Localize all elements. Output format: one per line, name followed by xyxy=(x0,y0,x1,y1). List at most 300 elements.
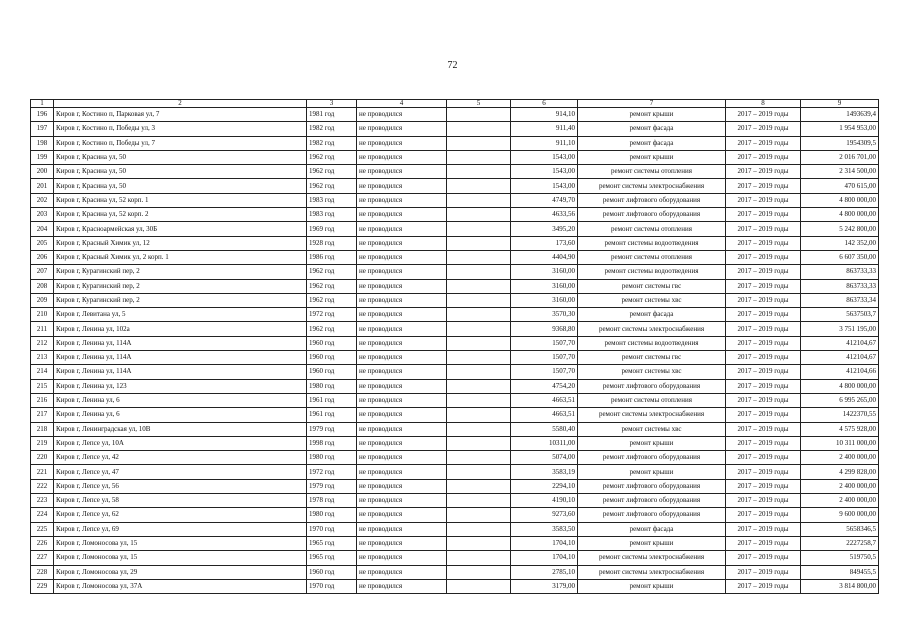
work-type-cell: ремонт системы отопления xyxy=(578,393,726,407)
area-cell: 3495,20 xyxy=(511,222,578,236)
work-type-cell: ремонт системы отопления xyxy=(578,165,726,179)
overhaul-status-cell: не проводился xyxy=(357,108,447,122)
address-cell: Киров г, Курагинский пер, 2 xyxy=(54,279,307,293)
period-cell: 2017 – 2019 годы xyxy=(726,193,801,207)
period-cell: 2017 – 2019 годы xyxy=(726,122,801,136)
area-cell: 1704,10 xyxy=(511,551,578,565)
row-index: 217 xyxy=(31,408,54,422)
year-built-cell: 1972 год xyxy=(307,308,357,322)
work-type-cell: ремонт крыши xyxy=(578,150,726,164)
work-type-cell: ремонт системы электроснабжения xyxy=(578,408,726,422)
table-row xyxy=(31,322,879,336)
year-built-cell: 1979 год xyxy=(307,422,357,436)
table-body xyxy=(31,100,879,594)
work-type-cell: ремонт лифтового оборудования xyxy=(578,494,726,508)
overhaul-status-cell: не проводился xyxy=(357,379,447,393)
work-type-cell: ремонт системы электроснабжения xyxy=(578,179,726,193)
cost-cell: 142 352,00 xyxy=(801,236,879,250)
table-row xyxy=(31,379,879,393)
area-cell: 1507,70 xyxy=(511,336,578,350)
address-cell: Киров г, Левитана ул, 5 xyxy=(54,308,307,322)
year-built-cell: 1969 год xyxy=(307,222,357,236)
area-cell: 1507,70 xyxy=(511,351,578,365)
area-cell: 914,10 xyxy=(511,108,578,122)
row-index: 205 xyxy=(31,236,54,250)
overhaul-status-cell: не проводился xyxy=(357,136,447,150)
area-cell: 3583,19 xyxy=(511,465,578,479)
empty-cell xyxy=(447,393,511,407)
cost-cell: 2227258,7 xyxy=(801,536,879,550)
address-cell: Киров г, Ломоносова ул, 15 xyxy=(54,536,307,550)
row-index: 224 xyxy=(31,508,54,522)
empty-cell xyxy=(447,250,511,264)
address-cell: Киров г, Ленинградская ул, 10В xyxy=(54,422,307,436)
area-cell: 1543,00 xyxy=(511,150,578,164)
period-cell: 2017 – 2019 годы xyxy=(726,465,801,479)
overhaul-status-cell: не проводился xyxy=(357,165,447,179)
address-cell: Киров г, Курагинский пер, 2 xyxy=(54,265,307,279)
overhaul-status-cell: не проводился xyxy=(357,479,447,493)
empty-cell xyxy=(447,551,511,565)
row-index: 202 xyxy=(31,193,54,207)
table-row xyxy=(31,179,879,193)
empty-cell xyxy=(447,208,511,222)
overhaul-status-cell: не проводился xyxy=(357,293,447,307)
work-type-cell: ремонт фасада xyxy=(578,522,726,536)
empty-cell xyxy=(447,422,511,436)
address-cell: Киров г, Лепсе ул, 69 xyxy=(54,522,307,536)
empty-cell xyxy=(447,193,511,207)
empty-cell xyxy=(447,365,511,379)
area-cell: 3160,00 xyxy=(511,265,578,279)
year-built-cell: 1960 год xyxy=(307,336,357,350)
year-built-cell: 1980 год xyxy=(307,379,357,393)
address-cell: Киров г, Красина ул, 50 xyxy=(54,165,307,179)
work-type-cell: ремонт крыши xyxy=(578,465,726,479)
work-type-cell: ремонт фасада xyxy=(578,136,726,150)
address-cell: Киров г, Красина ул, 50 xyxy=(54,179,307,193)
table-row xyxy=(31,479,879,493)
work-type-cell: ремонт системы гвс xyxy=(578,351,726,365)
period-cell: 2017 – 2019 годы xyxy=(726,522,801,536)
cost-cell: 5658346,5 xyxy=(801,522,879,536)
period-cell: 2017 – 2019 годы xyxy=(726,222,801,236)
cost-cell: 1954309,5 xyxy=(801,136,879,150)
row-index: 207 xyxy=(31,265,54,279)
year-built-cell: 1962 год xyxy=(307,322,357,336)
cost-cell: 4 800 000,00 xyxy=(801,379,879,393)
row-index: 197 xyxy=(31,122,54,136)
cost-cell: 863733,33 xyxy=(801,279,879,293)
period-cell: 2017 – 2019 годы xyxy=(726,451,801,465)
year-built-cell: 1961 год xyxy=(307,393,357,407)
year-built-cell: 1965 год xyxy=(307,551,357,565)
overhaul-status-cell: не проводился xyxy=(357,393,447,407)
cost-cell: 412104,67 xyxy=(801,351,879,365)
address-cell: Киров г, Лепсе ул, 47 xyxy=(54,465,307,479)
empty-cell xyxy=(447,465,511,479)
table-row xyxy=(31,436,879,450)
address-cell: Киров г, Ленина ул, 6 xyxy=(54,408,307,422)
work-type-cell: ремонт системы электроснабжения xyxy=(578,565,726,579)
period-cell: 2017 – 2019 годы xyxy=(726,236,801,250)
empty-cell xyxy=(447,451,511,465)
cost-cell: 412104,66 xyxy=(801,365,879,379)
overhaul-status-cell: не проводился xyxy=(357,508,447,522)
column-number: 4 xyxy=(357,100,447,108)
table-row xyxy=(31,351,879,365)
row-index: 211 xyxy=(31,322,54,336)
year-built-cell: 1965 год xyxy=(307,536,357,550)
column-number: 5 xyxy=(447,100,511,108)
address-cell: Киров г, Лепсе ул, 62 xyxy=(54,508,307,522)
empty-cell xyxy=(447,508,511,522)
work-type-cell: ремонт системы хвс xyxy=(578,422,726,436)
year-built-cell: 1962 год xyxy=(307,150,357,164)
period-cell: 2017 – 2019 годы xyxy=(726,136,801,150)
cost-cell: 5 242 800,00 xyxy=(801,222,879,236)
overhaul-status-cell: не проводился xyxy=(357,322,447,336)
overhaul-status-cell: не проводился xyxy=(357,122,447,136)
table-row xyxy=(31,165,879,179)
column-number-row xyxy=(31,100,879,108)
empty-cell xyxy=(447,565,511,579)
row-index: 223 xyxy=(31,494,54,508)
period-cell: 2017 – 2019 годы xyxy=(726,408,801,422)
empty-cell xyxy=(447,479,511,493)
cost-cell: 4 800 000,00 xyxy=(801,208,879,222)
address-cell: Киров г, Лепсе ул, 42 xyxy=(54,451,307,465)
empty-cell xyxy=(447,136,511,150)
cost-cell: 5637503,7 xyxy=(801,308,879,322)
cost-cell: 863733,34 xyxy=(801,293,879,307)
cost-cell: 2 400 000,00 xyxy=(801,451,879,465)
work-type-cell: ремонт крыши xyxy=(578,108,726,122)
period-cell: 2017 – 2019 годы xyxy=(726,279,801,293)
period-cell: 2017 – 2019 годы xyxy=(726,436,801,450)
cost-cell: 4 575 928,00 xyxy=(801,422,879,436)
row-index: 216 xyxy=(31,393,54,407)
year-built-cell: 1982 год xyxy=(307,122,357,136)
address-cell: Киров г, Костино п, Победы ул, 3 xyxy=(54,122,307,136)
area-cell: 4749,70 xyxy=(511,193,578,207)
year-built-cell: 1982 год xyxy=(307,136,357,150)
cost-cell: 3 814 800,00 xyxy=(801,579,879,593)
year-built-cell: 1962 год xyxy=(307,165,357,179)
empty-cell xyxy=(447,494,511,508)
period-cell: 2017 – 2019 годы xyxy=(726,293,801,307)
work-type-cell: ремонт лифтового оборудования xyxy=(578,508,726,522)
address-cell: Киров г, Ломоносова ул, 37А xyxy=(54,579,307,593)
work-type-cell: ремонт лифтового оборудования xyxy=(578,193,726,207)
row-index: 200 xyxy=(31,165,54,179)
year-built-cell: 1980 год xyxy=(307,508,357,522)
period-cell: 2017 – 2019 годы xyxy=(726,393,801,407)
year-built-cell: 1986 год xyxy=(307,250,357,264)
cost-cell: 4 299 828,00 xyxy=(801,465,879,479)
empty-cell xyxy=(447,522,511,536)
work-type-cell: ремонт крыши xyxy=(578,579,726,593)
row-index: 196 xyxy=(31,108,54,122)
address-cell: Киров г, Ленина ул, 102а xyxy=(54,322,307,336)
address-cell: Киров г, Лепсе ул, 10А xyxy=(54,436,307,450)
table-row xyxy=(31,308,879,322)
area-cell: 5580,40 xyxy=(511,422,578,436)
table-row xyxy=(31,408,879,422)
column-number: 7 xyxy=(578,100,726,108)
row-index: 218 xyxy=(31,422,54,436)
period-cell: 2017 – 2019 годы xyxy=(726,579,801,593)
work-type-cell: ремонт системы отопления xyxy=(578,222,726,236)
row-index: 227 xyxy=(31,551,54,565)
period-cell: 2017 – 2019 годы xyxy=(726,308,801,322)
table-row xyxy=(31,208,879,222)
period-cell: 2017 – 2019 годы xyxy=(726,508,801,522)
table-row xyxy=(31,250,879,264)
work-type-cell: ремонт лифтового оборудования xyxy=(578,451,726,465)
area-cell: 3583,50 xyxy=(511,522,578,536)
empty-cell xyxy=(447,165,511,179)
page-number: 72 xyxy=(447,60,458,71)
address-cell: Киров г, Ленина ул, 6 xyxy=(54,393,307,407)
address-cell: Киров г, Красный Химик ул, 2 корп. 1 xyxy=(54,250,307,264)
column-number: 1 xyxy=(31,100,54,108)
address-cell: Киров г, Ленина ул, 114А xyxy=(54,351,307,365)
year-built-cell: 1960 год xyxy=(307,565,357,579)
empty-cell xyxy=(447,322,511,336)
area-cell: 10311,00 xyxy=(511,436,578,450)
cost-cell: 6 995 265,00 xyxy=(801,393,879,407)
empty-cell xyxy=(447,122,511,136)
cost-cell: 470 615,00 xyxy=(801,179,879,193)
address-cell: Киров г, Костино п, Победы ул, 7 xyxy=(54,136,307,150)
overhaul-status-cell: не проводился xyxy=(357,494,447,508)
year-built-cell: 1978 год xyxy=(307,494,357,508)
empty-cell xyxy=(447,293,511,307)
work-type-cell: ремонт системы водоотведения xyxy=(578,236,726,250)
overhaul-status-cell: не проводился xyxy=(357,436,447,450)
address-cell: Киров г, Красный Химик ул, 12 xyxy=(54,236,307,250)
cost-cell: 4 800 000,00 xyxy=(801,193,879,207)
empty-cell xyxy=(447,436,511,450)
period-cell: 2017 – 2019 годы xyxy=(726,265,801,279)
address-cell: Киров г, Красина ул, 52 корп. 2 xyxy=(54,208,307,222)
row-index: 226 xyxy=(31,536,54,550)
row-index: 208 xyxy=(31,279,54,293)
row-index: 209 xyxy=(31,293,54,307)
address-cell: Киров г, Лепсе ул, 58 xyxy=(54,494,307,508)
work-type-cell: ремонт крыши xyxy=(578,536,726,550)
year-built-cell: 1983 год xyxy=(307,193,357,207)
cost-cell: 412104,67 xyxy=(801,336,879,350)
cost-cell: 9 600 000,00 xyxy=(801,508,879,522)
cost-cell: 1493639,4 xyxy=(801,108,879,122)
area-cell: 4663,51 xyxy=(511,408,578,422)
empty-cell xyxy=(447,265,511,279)
area-cell: 911,10 xyxy=(511,136,578,150)
period-cell: 2017 – 2019 годы xyxy=(726,179,801,193)
row-index: 222 xyxy=(31,479,54,493)
overhaul-status-cell: не проводился xyxy=(357,179,447,193)
area-cell: 3160,00 xyxy=(511,279,578,293)
overhaul-status-cell: не проводился xyxy=(357,351,447,365)
area-cell: 3179,00 xyxy=(511,579,578,593)
overhaul-status-cell: не проводился xyxy=(357,308,447,322)
period-cell: 2017 – 2019 годы xyxy=(726,422,801,436)
table-row xyxy=(31,536,879,550)
empty-cell xyxy=(447,336,511,350)
cost-cell: 1 954 953,00 xyxy=(801,122,879,136)
work-type-cell: ремонт системы электроснабжения xyxy=(578,322,726,336)
table-row xyxy=(31,108,879,122)
overhaul-status-cell: не проводился xyxy=(357,279,447,293)
overhaul-status-cell: не проводился xyxy=(357,193,447,207)
period-cell: 2017 – 2019 годы xyxy=(726,150,801,164)
period-cell: 2017 – 2019 годы xyxy=(726,536,801,550)
year-built-cell: 1928 год xyxy=(307,236,357,250)
area-cell: 1507,70 xyxy=(511,365,578,379)
table-row xyxy=(31,365,879,379)
empty-cell xyxy=(447,351,511,365)
overhaul-status-cell: не проводился xyxy=(357,536,447,550)
row-index: 203 xyxy=(31,208,54,222)
period-cell: 2017 – 2019 годы xyxy=(726,351,801,365)
overhaul-status-cell: не проводился xyxy=(357,265,447,279)
row-index: 220 xyxy=(31,451,54,465)
column-number: 9 xyxy=(801,100,879,108)
repair-schedule-table xyxy=(30,99,879,594)
period-cell: 2017 – 2019 годы xyxy=(726,565,801,579)
overhaul-status-cell: не проводился xyxy=(357,208,447,222)
row-index: 221 xyxy=(31,465,54,479)
table-row xyxy=(31,522,879,536)
year-built-cell: 1960 год xyxy=(307,351,357,365)
row-index: 210 xyxy=(31,308,54,322)
row-index: 229 xyxy=(31,579,54,593)
year-built-cell: 1962 год xyxy=(307,179,357,193)
table-row xyxy=(31,465,879,479)
period-cell: 2017 – 2019 годы xyxy=(726,365,801,379)
work-type-cell: ремонт крыши xyxy=(578,436,726,450)
overhaul-status-cell: не проводился xyxy=(357,522,447,536)
cost-cell: 2 016 701,00 xyxy=(801,150,879,164)
empty-cell xyxy=(447,179,511,193)
overhaul-status-cell: не проводился xyxy=(357,222,447,236)
overhaul-status-cell: не проводился xyxy=(357,565,447,579)
area-cell: 4404,90 xyxy=(511,250,578,264)
work-type-cell: ремонт системы гвс xyxy=(578,279,726,293)
period-cell: 2017 – 2019 годы xyxy=(726,379,801,393)
empty-cell xyxy=(447,379,511,393)
column-number: 2 xyxy=(54,100,307,108)
overhaul-status-cell: не проводился xyxy=(357,551,447,565)
area-cell: 911,40 xyxy=(511,122,578,136)
address-cell: Киров г, Костино п, Парковая ул, 7 xyxy=(54,108,307,122)
row-index: 212 xyxy=(31,336,54,350)
row-index: 201 xyxy=(31,179,54,193)
year-built-cell: 1983 год xyxy=(307,208,357,222)
work-type-cell: ремонт системы отопления xyxy=(578,250,726,264)
area-cell: 173,60 xyxy=(511,236,578,250)
overhaul-status-cell: не проводился xyxy=(357,150,447,164)
year-built-cell: 1972 год xyxy=(307,465,357,479)
overhaul-status-cell: не проводился xyxy=(357,451,447,465)
table-row xyxy=(31,422,879,436)
address-cell: Киров г, Лепсе ул, 56 xyxy=(54,479,307,493)
row-index: 213 xyxy=(31,351,54,365)
area-cell: 1543,00 xyxy=(511,179,578,193)
area-cell: 2294,10 xyxy=(511,479,578,493)
period-cell: 2017 – 2019 годы xyxy=(726,250,801,264)
work-type-cell: ремонт лифтового оборудования xyxy=(578,208,726,222)
overhaul-status-cell: не проводился xyxy=(357,465,447,479)
empty-cell xyxy=(447,279,511,293)
period-cell: 2017 – 2019 годы xyxy=(726,336,801,350)
cost-cell: 1422370,55 xyxy=(801,408,879,422)
row-index: 199 xyxy=(31,150,54,164)
row-index: 225 xyxy=(31,522,54,536)
area-cell: 4754,20 xyxy=(511,379,578,393)
table-row xyxy=(31,279,879,293)
row-index: 214 xyxy=(31,365,54,379)
area-cell: 3570,30 xyxy=(511,308,578,322)
address-cell: Киров г, Красноармейская ул, 30Б xyxy=(54,222,307,236)
address-cell: Киров г, Ломоносова ул, 15 xyxy=(54,551,307,565)
area-cell: 5074,00 xyxy=(511,451,578,465)
overhaul-status-cell: не проводился xyxy=(357,408,447,422)
year-built-cell: 1981 год xyxy=(307,108,357,122)
cost-cell: 863733,33 xyxy=(801,265,879,279)
row-index: 215 xyxy=(31,379,54,393)
table-row xyxy=(31,336,879,350)
column-number: 3 xyxy=(307,100,357,108)
address-cell: Киров г, Красина ул, 50 xyxy=(54,150,307,164)
table-row xyxy=(31,193,879,207)
period-cell: 2017 – 2019 годы xyxy=(726,165,801,179)
overhaul-status-cell: не проводился xyxy=(357,422,447,436)
table-row xyxy=(31,393,879,407)
overhaul-status-cell: не проводился xyxy=(357,365,447,379)
period-cell: 2017 – 2019 годы xyxy=(726,322,801,336)
area-cell: 4633,56 xyxy=(511,208,578,222)
table-row xyxy=(31,508,879,522)
overhaul-status-cell: не проводился xyxy=(357,579,447,593)
empty-cell xyxy=(447,308,511,322)
area-cell: 9368,80 xyxy=(511,322,578,336)
address-cell: Киров г, Красина ул, 52 корп. 1 xyxy=(54,193,307,207)
address-cell: Киров г, Ленина ул, 123 xyxy=(54,379,307,393)
year-built-cell: 1962 год xyxy=(307,293,357,307)
period-cell: 2017 – 2019 годы xyxy=(726,479,801,493)
area-cell: 1543,00 xyxy=(511,165,578,179)
row-index: 206 xyxy=(31,250,54,264)
empty-cell xyxy=(447,236,511,250)
period-cell: 2017 – 2019 годы xyxy=(726,551,801,565)
table-row xyxy=(31,451,879,465)
table-row xyxy=(31,265,879,279)
area-cell: 4190,10 xyxy=(511,494,578,508)
empty-cell xyxy=(447,408,511,422)
work-type-cell: ремонт системы хвс xyxy=(578,293,726,307)
table-row xyxy=(31,136,879,150)
overhaul-status-cell: не проводился xyxy=(357,336,447,350)
empty-cell xyxy=(447,222,511,236)
cost-cell: 2 400 000,00 xyxy=(801,479,879,493)
cost-cell: 2 314 500,00 xyxy=(801,165,879,179)
year-built-cell: 1980 год xyxy=(307,451,357,465)
row-index: 204 xyxy=(31,222,54,236)
empty-cell xyxy=(447,579,511,593)
